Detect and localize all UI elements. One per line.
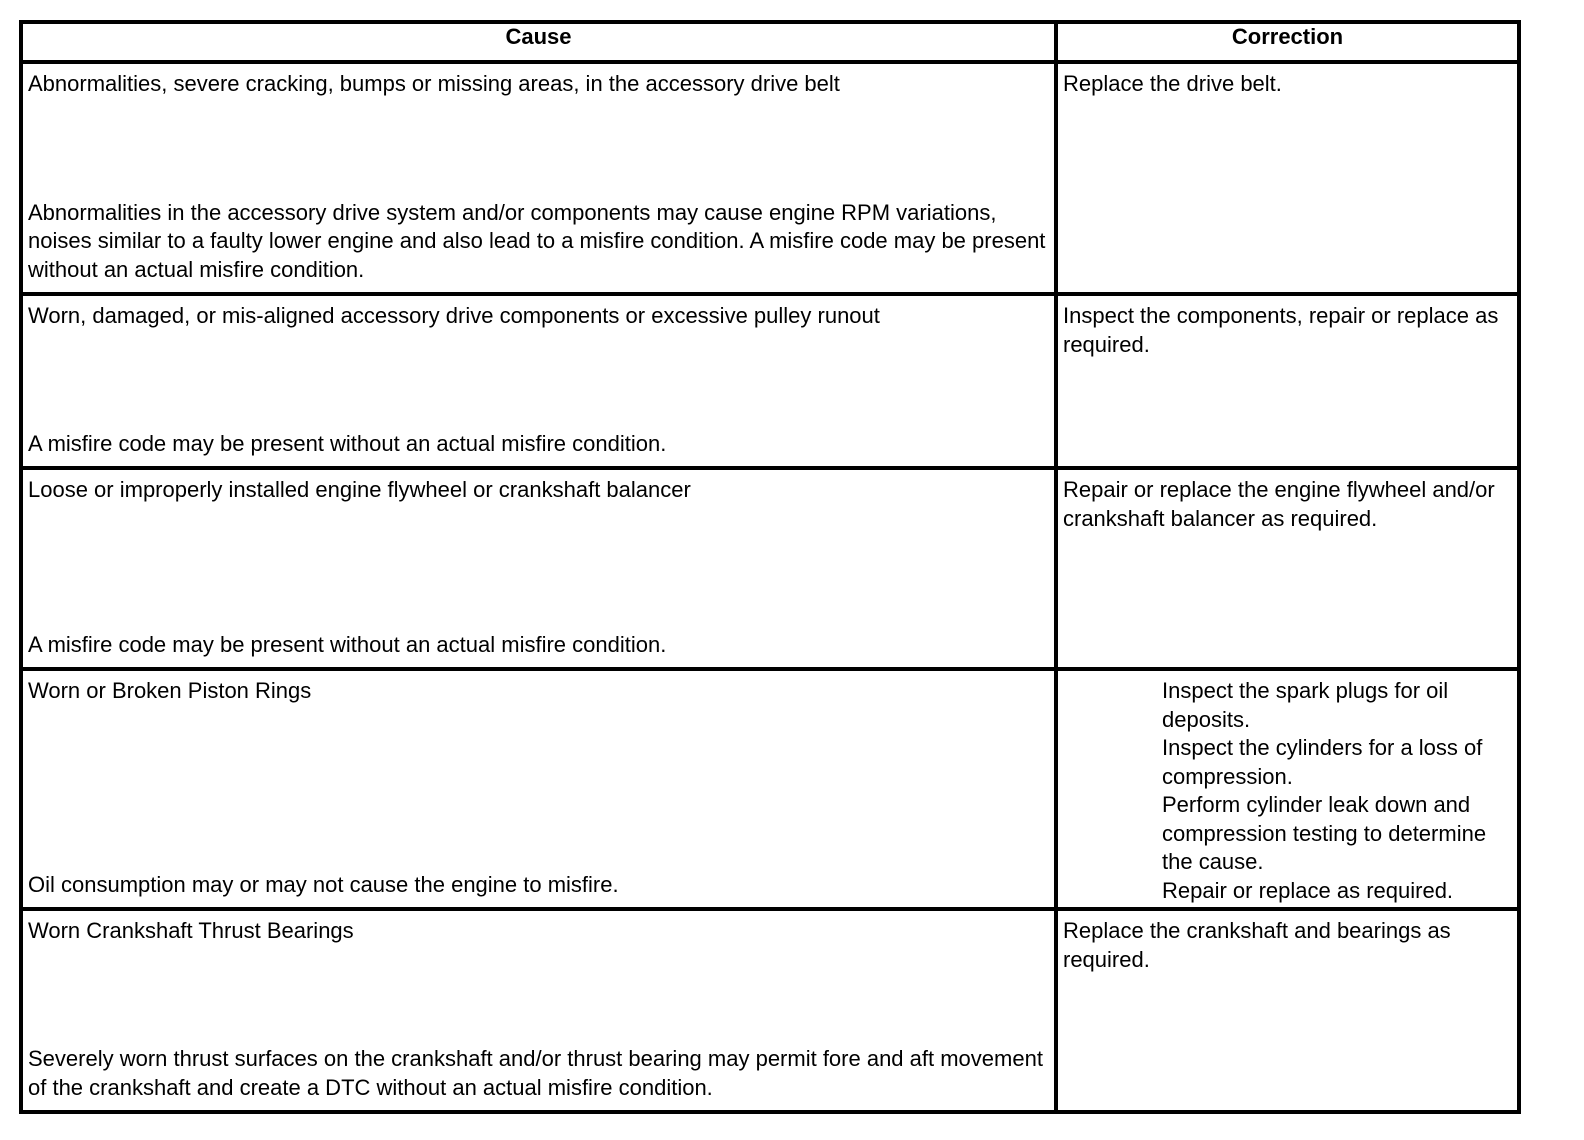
cause-note: Oil consumption may or may not cause the engine to misfire. [28, 871, 619, 897]
cause-text: Worn or Broken Piston Rings [28, 678, 312, 703]
cause-cell [21, 294, 1056, 468]
correction-cell [1056, 468, 1519, 669]
table-row [21, 468, 1519, 669]
table-row [21, 62, 1519, 294]
table-row [21, 669, 1519, 909]
correction-text: Replace the crankshaft and bearings as required. [1063, 918, 1451, 972]
cause-cell [21, 669, 1056, 909]
cause-note: A misfire code may be present without an actual misfire condition. [28, 631, 667, 657]
cause-text: Worn, damaged, or mis-aligned accessory drive components or excessive pulley runout [28, 303, 880, 328]
correction-step: Inspect the cylinders for a loss of compression. [1162, 735, 1483, 789]
cause-cell [21, 62, 1056, 294]
correction-step: Repair or replace as required. [1162, 877, 1454, 903]
correction-cell [1056, 294, 1519, 468]
correction-cell [1056, 62, 1519, 294]
table-row [21, 294, 1519, 468]
cause-note: Abnormalities in the accessory drive system and/or components may cause engine RPM variations, noises similar to a faulty lower engine and also lead to a misfire condition. A misfire code may be present without an actual misfire condition. [28, 199, 1046, 282]
correction-text: Inspect the components, repair or replace as required. [1063, 303, 1499, 357]
cause-text: Worn Crankshaft Thrust Bearings [28, 918, 354, 943]
cause-text: Abnormalities, severe cracking, bumps or missing areas, in the accessory drive belt [28, 71, 840, 96]
diagnostic-table [19, 20, 1521, 1114]
cause-column-header: Cause [21, 22, 1056, 62]
cause-cell [21, 909, 1056, 1112]
correction-step: Inspect the spark plugs for oil deposits. [1162, 678, 1449, 732]
correction-step: Perform cylinder leak down and compression testing to determine the cause. [1162, 792, 1487, 874]
cause-cell [21, 468, 1056, 669]
correction-text: Replace the drive belt. [1063, 71, 1282, 96]
table-row [21, 909, 1519, 1112]
table-header-row [21, 22, 1519, 62]
correction-cell [1056, 909, 1519, 1112]
correction-column-header: Correction [1056, 22, 1519, 62]
correction-text: Repair or replace the engine flywheel and/or crankshaft balancer as required. [1063, 477, 1495, 531]
correction-steps-list [1162, 677, 1509, 905]
cause-text: Loose or improperly installed engine flywheel or crankshaft balancer [28, 477, 691, 502]
cause-note: Severely worn thrust surfaces on the crankshaft and/or thrust bearing may permit fore and aft movement of the crankshaft and create a DTC without an actual misfire condition. [28, 1046, 1043, 1100]
correction-cell [1056, 669, 1519, 909]
cause-note: A misfire code may be present without an actual misfire condition. [28, 430, 667, 456]
